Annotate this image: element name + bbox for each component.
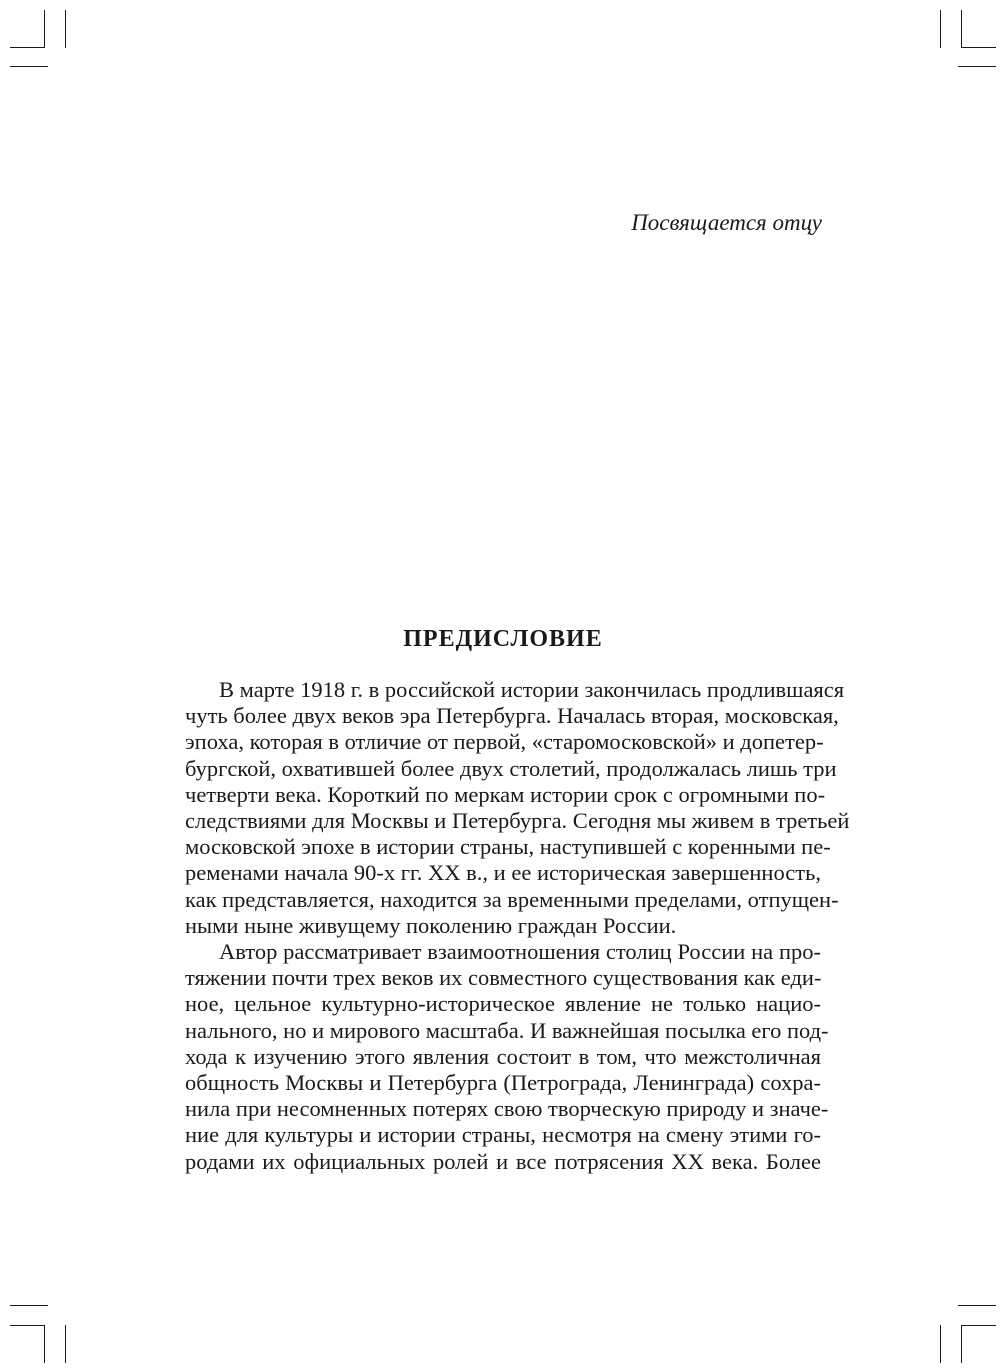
crop-mark	[10, 1325, 45, 1326]
crop-mark	[65, 1325, 66, 1363]
crop-mark	[940, 1325, 941, 1363]
text-line: нального, но и мирового масштаба. И важнейшая посылка его под-	[185, 1017, 829, 1043]
crop-mark	[958, 1305, 996, 1306]
crop-mark	[961, 1325, 962, 1363]
text-line: московской эпохе в истории страны, наступившей с коренными пе-	[185, 834, 831, 860]
text-line: хода к изучению этого явления состоит в том, что межстоличная	[185, 1043, 821, 1069]
text-line: тяжении почти трех веков их совместного существования как еди-	[185, 965, 822, 991]
text-line: нила при несомненных потерях свою творческую природу и значе-	[185, 1096, 829, 1122]
text-line: как представляется, находится за временными пределами, отпущен-	[185, 886, 839, 912]
text-line: ное, цельное культурно-историческое явление не только нацио-	[185, 991, 821, 1017]
crop-mark	[940, 10, 941, 48]
crop-mark	[65, 10, 66, 48]
text-line: чуть более двух веков эра Петербурга. Началась вторая, московская,	[185, 703, 839, 729]
text-line: Автор рассматривает взаимоотношения столиц России на про-	[219, 939, 821, 964]
crop-mark	[10, 66, 48, 67]
crop-mark	[44, 10, 45, 48]
text-line: эпоха, которая в отличие от первой, «старомосковской» и допетер-	[185, 729, 824, 755]
text-line: ременами начала 90-х гг. XX в., и ее историческая завершенность,	[185, 860, 821, 886]
crop-mark	[958, 66, 996, 67]
text-line: общность Москвы и Петербурга (Петрограда, Ленинграда) сохра-	[185, 1069, 821, 1095]
crop-mark	[10, 47, 45, 48]
crop-mark	[961, 1325, 996, 1326]
crop-mark	[44, 1325, 45, 1363]
text-line: следствиями для Москвы и Петербурга. Сегодня мы живем в третьей	[185, 807, 850, 833]
page-title: ПРЕДИСЛОВИЕ	[403, 626, 603, 652]
paragraph-2	[185, 939, 829, 1175]
text-line: ние для культуры и истории страны, несмотря на смену этими го-	[185, 1122, 821, 1148]
crop-mark	[961, 10, 962, 48]
crop-mark	[10, 1305, 48, 1306]
paragraph-1	[185, 677, 850, 939]
crop-mark	[961, 47, 996, 48]
text-line: четверти века. Короткий по меркам истории срок с огромными по-	[185, 781, 826, 807]
text-line: родами их официальных ролей и все потрясения XX века. Более	[185, 1148, 821, 1174]
text-line: В марте 1918 г. в российской истории закончилась продлившаяся	[219, 677, 845, 702]
text-line: ными ныне живущему поколению граждан России.	[185, 912, 677, 938]
text-line: бургской, охватившей более двух столетий, продолжалась лишь три	[185, 755, 837, 781]
dedication: Посвящается отцу	[631, 210, 822, 235]
